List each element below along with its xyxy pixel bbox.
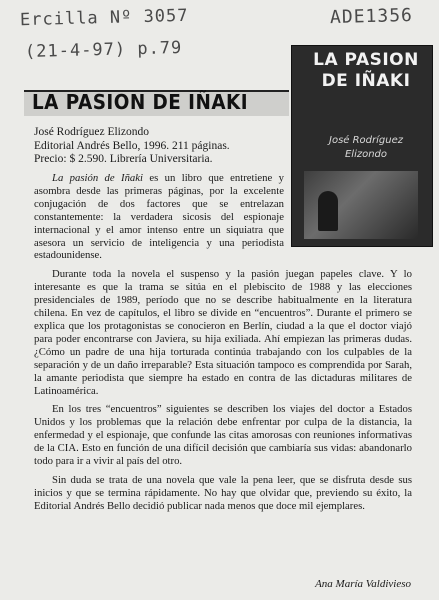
book-metadata <box>34 126 284 167</box>
cover-author: José Rodríguez Elizondo <box>329 135 403 160</box>
article-body <box>34 172 412 519</box>
book-title-italic: La pasión de Iñaki <box>52 172 143 184</box>
paragraph-3: En los tres “encuentros” siguientes se describen los viajes del doctor a Estados Unidos y los problemas que la relación debe enfrentar por culpa de la distancia, la enfermedad y el espionaje, que confunde las citas amorosas con reuniones informativas de la CIA. Esto en función de una difícil decisión que cambiaría sus vidas: abandonarlo todo para ir a vivir al país del otro. <box>34 403 412 468</box>
paragraph-2: Durante toda la novela el suspenso y la pasión juegan papeles clave. Y lo interesante es que la trama se sitúa en el plebiscito de 1988 y las elecciones presidenciales de 1989, período que no se describe habitualmente en la literatura chilena. En vez de capítulos, el libro se divide en “encuentros”. Durante el primero se explica que los protagonistas se conocieron en Berlín, ciudad a la que el doctor viajó para poder encontrarse con Javiera, su hija exiliada. Ahí empiezan las primeras dudas. ¿Cómo un padre de una hija torturada continúa trabajando con los culpables de la separación y de un daño irreparable? Esta situación tampoco es comprendida por Sarah, la amante periodista que siempre ha estado en contra de las dictaduras militares de Latinoamérica. <box>34 268 412 397</box>
handwritten-source: Ercilla Nº 3057 <box>19 5 189 31</box>
meta-price: Precio: $ 2.590. Librería Universitaria. <box>34 153 213 165</box>
article-headline: LA PASION DE IÑAKI <box>32 90 249 114</box>
handwritten-archive-code: ADE1356 <box>329 4 414 29</box>
paragraph-1-text: es un libro que entretiene y asombra desde las primeras páginas, por la excelente conjugación de dos factores que se entrelazan constantemente: la verdadera sicosis del espionaje internacional y el amor intenso entre un siquiatra que asesora un servicio de inteligencia y una periodista estadounidense. <box>34 172 284 262</box>
reviewer-signature: Ana María Valdivieso <box>315 578 411 590</box>
paragraph-1 <box>34 172 284 262</box>
meta-author: José Rodríguez Elizondo <box>34 126 149 138</box>
meta-publisher: Editorial Andrés Bello, 1996. 211 páginas. <box>34 139 230 152</box>
paragraph-4: Sin duda se trata de una novela que vale la pena leer, que se disfruta desde sus inicios y que se termina rápidamente. No hay que olvidar que, previendo su éxito, la Editorial Andrés Bello decidió publicar nada menos que doce mil ejemplares. <box>34 473 412 512</box>
handwritten-date-page: (21-4-97) p.79 <box>24 37 183 63</box>
cover-title: LA PASION DE IÑAKI <box>313 50 419 91</box>
